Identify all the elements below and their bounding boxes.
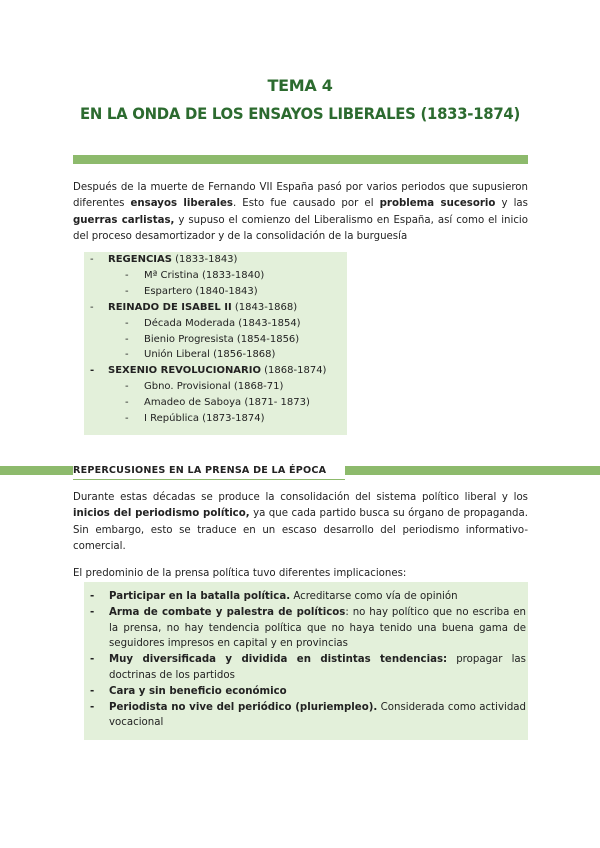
section-divider-right (345, 466, 600, 475)
subperiod-item: - Década Moderada (1843-1854) (125, 317, 301, 329)
press-paragraph: Durante estas décadas se produce la consolidación del sistema político liberal y los inicios del periodismo político, ya que cada partido busca su órgano de propaganda. Sin embargo, esto se traduce en un escaso desarrollo del periodismo informativo-comercial. (73, 492, 528, 553)
section-divider-left (0, 466, 73, 475)
implication-item: - Muy diversificada y dividida en distintas tendencias: propagar las doctrinas de los partidos (90, 654, 526, 681)
title-divider (73, 155, 528, 164)
subperiod-item: - Unión Liberal (1856-1868) (125, 349, 276, 361)
implication-item: - Periodista no vive del periódico (pluriempleo). Considerada como actividad vocacional (90, 701, 526, 729)
intro-paragraph: Después de la muerte de Fernando VII España pasó por varios periodos que supusieron diferentes ensayos liberales. Esto fue causado por el problema sucesorio y las guerras carlistas, y supuso el comienzo del Liberalismo en España, así como el inicio del proceso desamortizador y de la consolidación de la burguesía (73, 182, 528, 243)
subperiod-item: - Amadeo de Saboya (1871- 1873) (125, 397, 310, 409)
topic-number: TEMA 4 (267, 76, 333, 95)
subperiod-item: - Mª Cristina (1833-1840) (125, 269, 265, 281)
period-item: - REINADO DE ISABEL II (1843-1868) (90, 301, 298, 313)
document-title: EN LA ONDA DE LOS ENSAYOS LIBERALES (1833-1874) (79, 104, 521, 123)
periods-outline (84, 252, 347, 435)
implication-item: - Participar en la batalla política. Acreditarse como vía de opinión (90, 591, 458, 602)
section-heading: REPERCUSIONES EN LA PRENSA DE LA ÉPOCA (73, 463, 345, 480)
period-item: - SEXENIO REVOLUCIONARIO (1868-1874) (90, 365, 327, 377)
subperiod-item: - I República (1873-1874) (125, 413, 265, 425)
implications-intro: El predominio de la prensa política tuvo diferentes implicaciones: (73, 568, 407, 579)
implications-list (84, 582, 528, 740)
implication-item: - Arma de combate y palestra de políticos: no hay político que no escriba en la prensa, no hay tendencia política que no haya tenido una buena gama de seguidores impresos en capital y en provincias (90, 606, 526, 650)
subperiod-item: - Gbno. Provisional (1868-71) (125, 381, 284, 393)
implication-item: - Cara y sin beneficio económico (90, 685, 287, 697)
subperiod-item: - Bienio Progresista (1854-1856) (125, 333, 300, 345)
subperiod-item: - Espartero (1840-1843) (125, 285, 258, 297)
period-item: - REGENCIAS (1833-1843) (90, 254, 238, 265)
